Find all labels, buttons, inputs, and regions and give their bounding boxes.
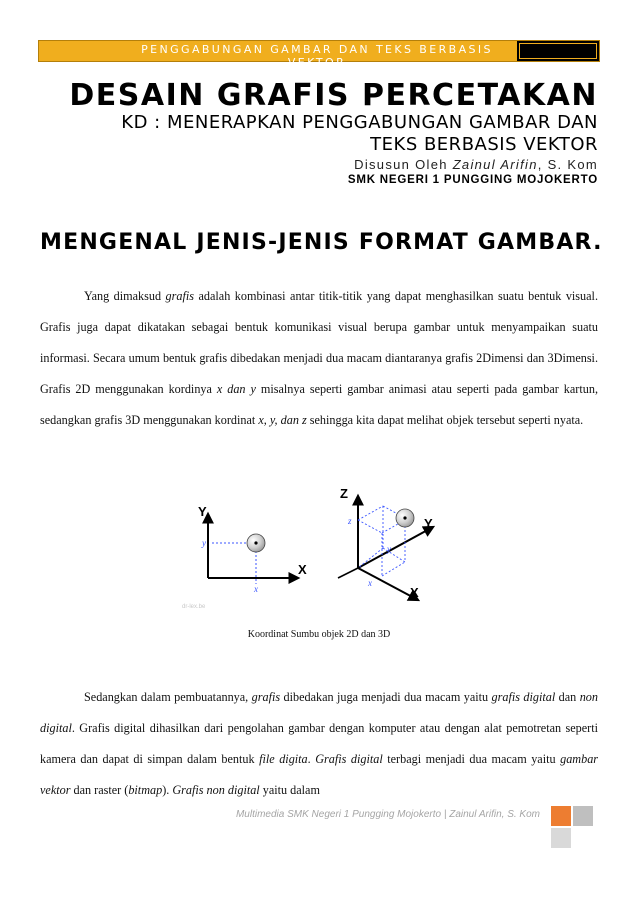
- section-heading: MENGENAL JENIS-JENIS FORMAT GAMBAR.: [40, 230, 603, 255]
- banner-text: PENGGABUNGAN GAMBAR DAN TEKS BERBASIS VEKTOR: [141, 43, 493, 69]
- header-banner: [38, 40, 600, 69]
- author-line: [354, 157, 598, 172]
- paragraph-intro: Yang dimaksud grafis adalah kombinasi antar titik-titik yang dapat menghasilkan suatu bentuk visual. Grafis juga dapat dikatakan sebagai bentuk komunikasi visual berupa gambar untuk menyampaikan suatu informasi. Secara umum bentuk grafis dibedakan menjadi dua macam diantaranya grafis 2Dimensi dan 3Dimensi. Grafis 2D menggunakan kordinya x dan y misalnya seperti gambar animasi atau seperti pada gambar kartun, sedangkan grafis 3D menggunakan kordinat x, y, dan z sehingga kita dapat melihat objek tersebut seperti nyata.: [40, 289, 598, 427]
- axis-label-y-2d: Y: [198, 504, 207, 519]
- diagram-3d: [338, 486, 433, 600]
- figure-caption: Koordinat Sumbu objek 2D dan 3D: [247, 629, 391, 640]
- coordinate-figure: [178, 482, 456, 610]
- axis-label-x-2d: X: [298, 562, 307, 577]
- tick-z-3d: z: [348, 516, 352, 526]
- tick-y-2d: y: [202, 538, 206, 548]
- axis-label-x-3d: X: [410, 585, 419, 600]
- footer-gray-square: [573, 806, 593, 826]
- footer-orange-square: [551, 806, 571, 826]
- author-suffix: , S. Kom: [537, 157, 598, 172]
- paragraph-grafis-digital: Sedangkan dalam pembuatannya, grafis dibedakan juga menjadi dua macam yaitu grafis digital dan non digital. Grafis digital dihasilkan dari pengolahan gambar dengan komputer atau dengan alat pemotretan seperti kamera dan dapat di simpan dalam bentuk file digita. Grafis digital terbagi menjadi dua macam yaitu gambar vektor dan raster (bitmap). Grafis non digital yaitu dalam: [40, 690, 599, 797]
- document-title: DESAIN GRAFIS PERCETAKAN: [69, 78, 598, 113]
- school-name: SMK NEGERI 1 PUNGGING MOJOKERTO: [347, 174, 598, 186]
- tick-x-3d: x: [368, 578, 372, 588]
- tick-y-3d: y: [387, 544, 391, 554]
- axis-label-z-3d: Z: [340, 486, 348, 501]
- author-prefix: Disusun Oleh: [354, 157, 453, 172]
- watermark: dr-lex.be: [182, 604, 206, 610]
- diagram-2d: [182, 504, 307, 610]
- axis-label-y-3d: Y: [424, 516, 433, 531]
- tick-x-2d: x: [254, 584, 258, 594]
- document-subtitle: KD : MENERAPKAN PENGGABUNGAN GAMBAR DAN TEKS BERBASIS VEKTOR: [121, 112, 598, 155]
- author-name: Zainul Arifin: [452, 157, 538, 172]
- footer-lightgray-square: [551, 828, 571, 848]
- banner-black-block: [517, 41, 599, 61]
- footer-text: Multimedia SMK Negeri 1 Pungging Mojokerto | Zainul Arifin, S. Kom: [235, 809, 540, 820]
